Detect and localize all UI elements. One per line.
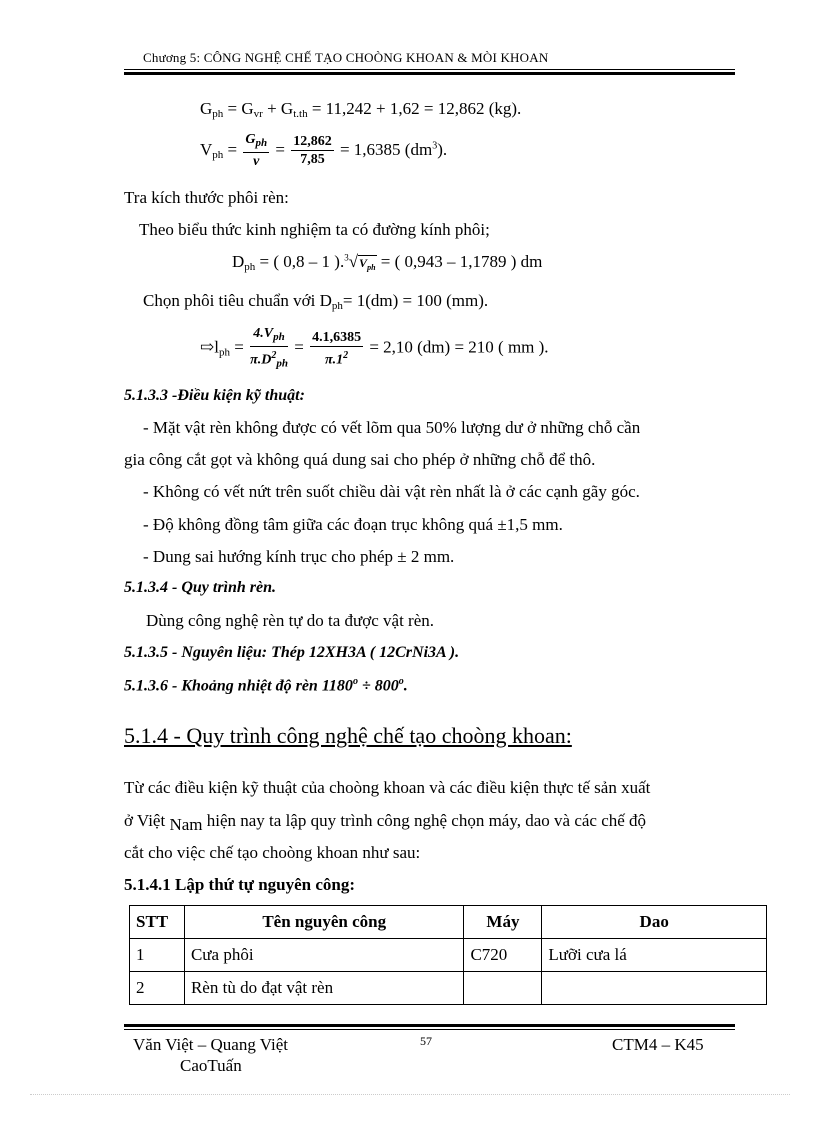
heading-5136: 5.1.3.6 - Khoảng nhiệt độ rèn $1180^o \div 800^o$. <box>124 676 408 695</box>
para-514-line1: Từ các điều kiện kỹ thuật của choòng khoan và các điều kiện thực tế sản xuất <box>124 778 651 797</box>
implies-arrow-icon: ⇨ <box>200 337 215 357</box>
para-514-line2: ở Việt Nam hiện nay ta lập quy trình công nghệ chọn máy, dao và các chế độ <box>124 811 647 834</box>
footer-authors-line1: Văn Việt – Quang Việt <box>133 1035 289 1054</box>
formula-vph: $V_{ph}$ = $\frac{G_{ph}}{\nu}$ = $\frac{12,862}{7,85}$ = 1,6385 $(dm^3)$. <box>200 132 448 169</box>
formula-gph: $G_{ph} = G_{vr} + G_{t.th} = 11,242 + 1,62 = 12,862$ (kg). <box>200 99 522 120</box>
operations-table <box>129 905 767 1005</box>
header-rule-thick <box>124 72 735 75</box>
table-header-cell: Máy <box>464 906 542 939</box>
formula-dph: $D_{ph}$ = ( 0,8 – 1 )$.^3√V_{ph}$ = ( 0,943 – 1,1789 ) dm <box>232 252 543 273</box>
heading-514: 5.1.4 - Quy trình công nghệ chế tạo choòng khoan: <box>124 723 572 748</box>
table-header-cell: Tên nguyên công <box>184 906 464 939</box>
para-tra-kich-thuoc: Tra kích thước phôi rèn: <box>124 188 289 207</box>
heading-5141: 5.1.4.1 Lập thứ tự nguyên công: <box>124 875 356 894</box>
footer-class-code: CTM4 – K45 <box>612 1035 704 1054</box>
footer-rule-thin <box>124 1029 735 1030</box>
table-cell: 1 <box>130 939 185 972</box>
footer-authors-line2: CaoTuấn <box>180 1056 242 1075</box>
para-514-line3: cắt cho việc chế tạo choòng khoan như sau: <box>124 843 421 862</box>
table-header-cell: Dao <box>542 906 767 939</box>
heading-5133: 5.1.3.3 -Điều kiện kỹ thuật: <box>124 387 305 404</box>
heading-5134: 5.1.3.4 - Quy trình rèn. <box>124 579 277 596</box>
para-5133-line5: - Dung sai hướng kính trục cho phép ± 2 mm. <box>143 547 455 566</box>
formula-lph: $⇨l_{ph}$ = $\frac{4.V_{ph}}{\pi.D^2_{ph}}$ = $\frac{4.1,6385}{\pi.1^2}$ = 2,10 (dm) = 210 ( mm ). <box>200 326 549 370</box>
table-row <box>130 939 767 972</box>
footer-rule-thick <box>124 1024 735 1027</box>
table-header-cell: STT <box>130 906 185 939</box>
para-theo-bieu-thuc: Theo biểu thức kinh nghiệm ta có đường kính phôi; <box>139 220 490 239</box>
table-cell <box>464 972 542 1005</box>
para-chon-phoi: Chọn phôi tiêu chuẩn với $D_{ph}= 1(dm) = 100$ (mm). <box>143 291 489 312</box>
page-header-title: Chương 5: CÔNG NGHỆ CHẾ TẠO CHOÒNG KHOAN & MÒI KHOAN <box>143 50 549 65</box>
para-5133-line3: - Không có vết nứt trên suốt chiều dài vật rèn nhất là ở các cạnh gãy góc. <box>143 482 640 501</box>
table-cell: 2 <box>130 972 185 1005</box>
header-rule-thin <box>124 69 735 70</box>
table-header-row <box>130 906 767 939</box>
heading-5135: 5.1.3.5 - Nguyên liệu: Thép 12XH3A ( 12CrNi3A ). <box>124 644 460 661</box>
page-bottom-divider <box>30 1094 790 1095</box>
footer-page-number: 57 <box>420 1034 432 1048</box>
table-cell: Cưa phôi <box>184 939 464 972</box>
table-cell <box>542 972 767 1005</box>
para-5133-line2: gia công cắt gọt và không quá dung sai cho phép ở những chỗ để thô. <box>124 450 596 469</box>
para-5133-line1: - Mặt vật rèn không được có vết lõm qua 50% lượng dư ở những chỗ cần <box>143 418 641 437</box>
table-cell: C720 <box>464 939 542 972</box>
table-cell: Rèn tù do đạt vật rèn <box>184 972 464 1005</box>
para-5133-line4: - Độ không đồng tâm giữa các đoạn trục không quá ±1,5 mm. <box>143 515 563 534</box>
table-cell: Lưỡi cưa lá <box>542 939 767 972</box>
para-5134-line1: Dùng công nghệ rèn tự do ta được vật rèn. <box>146 611 435 630</box>
table-row <box>130 972 767 1005</box>
